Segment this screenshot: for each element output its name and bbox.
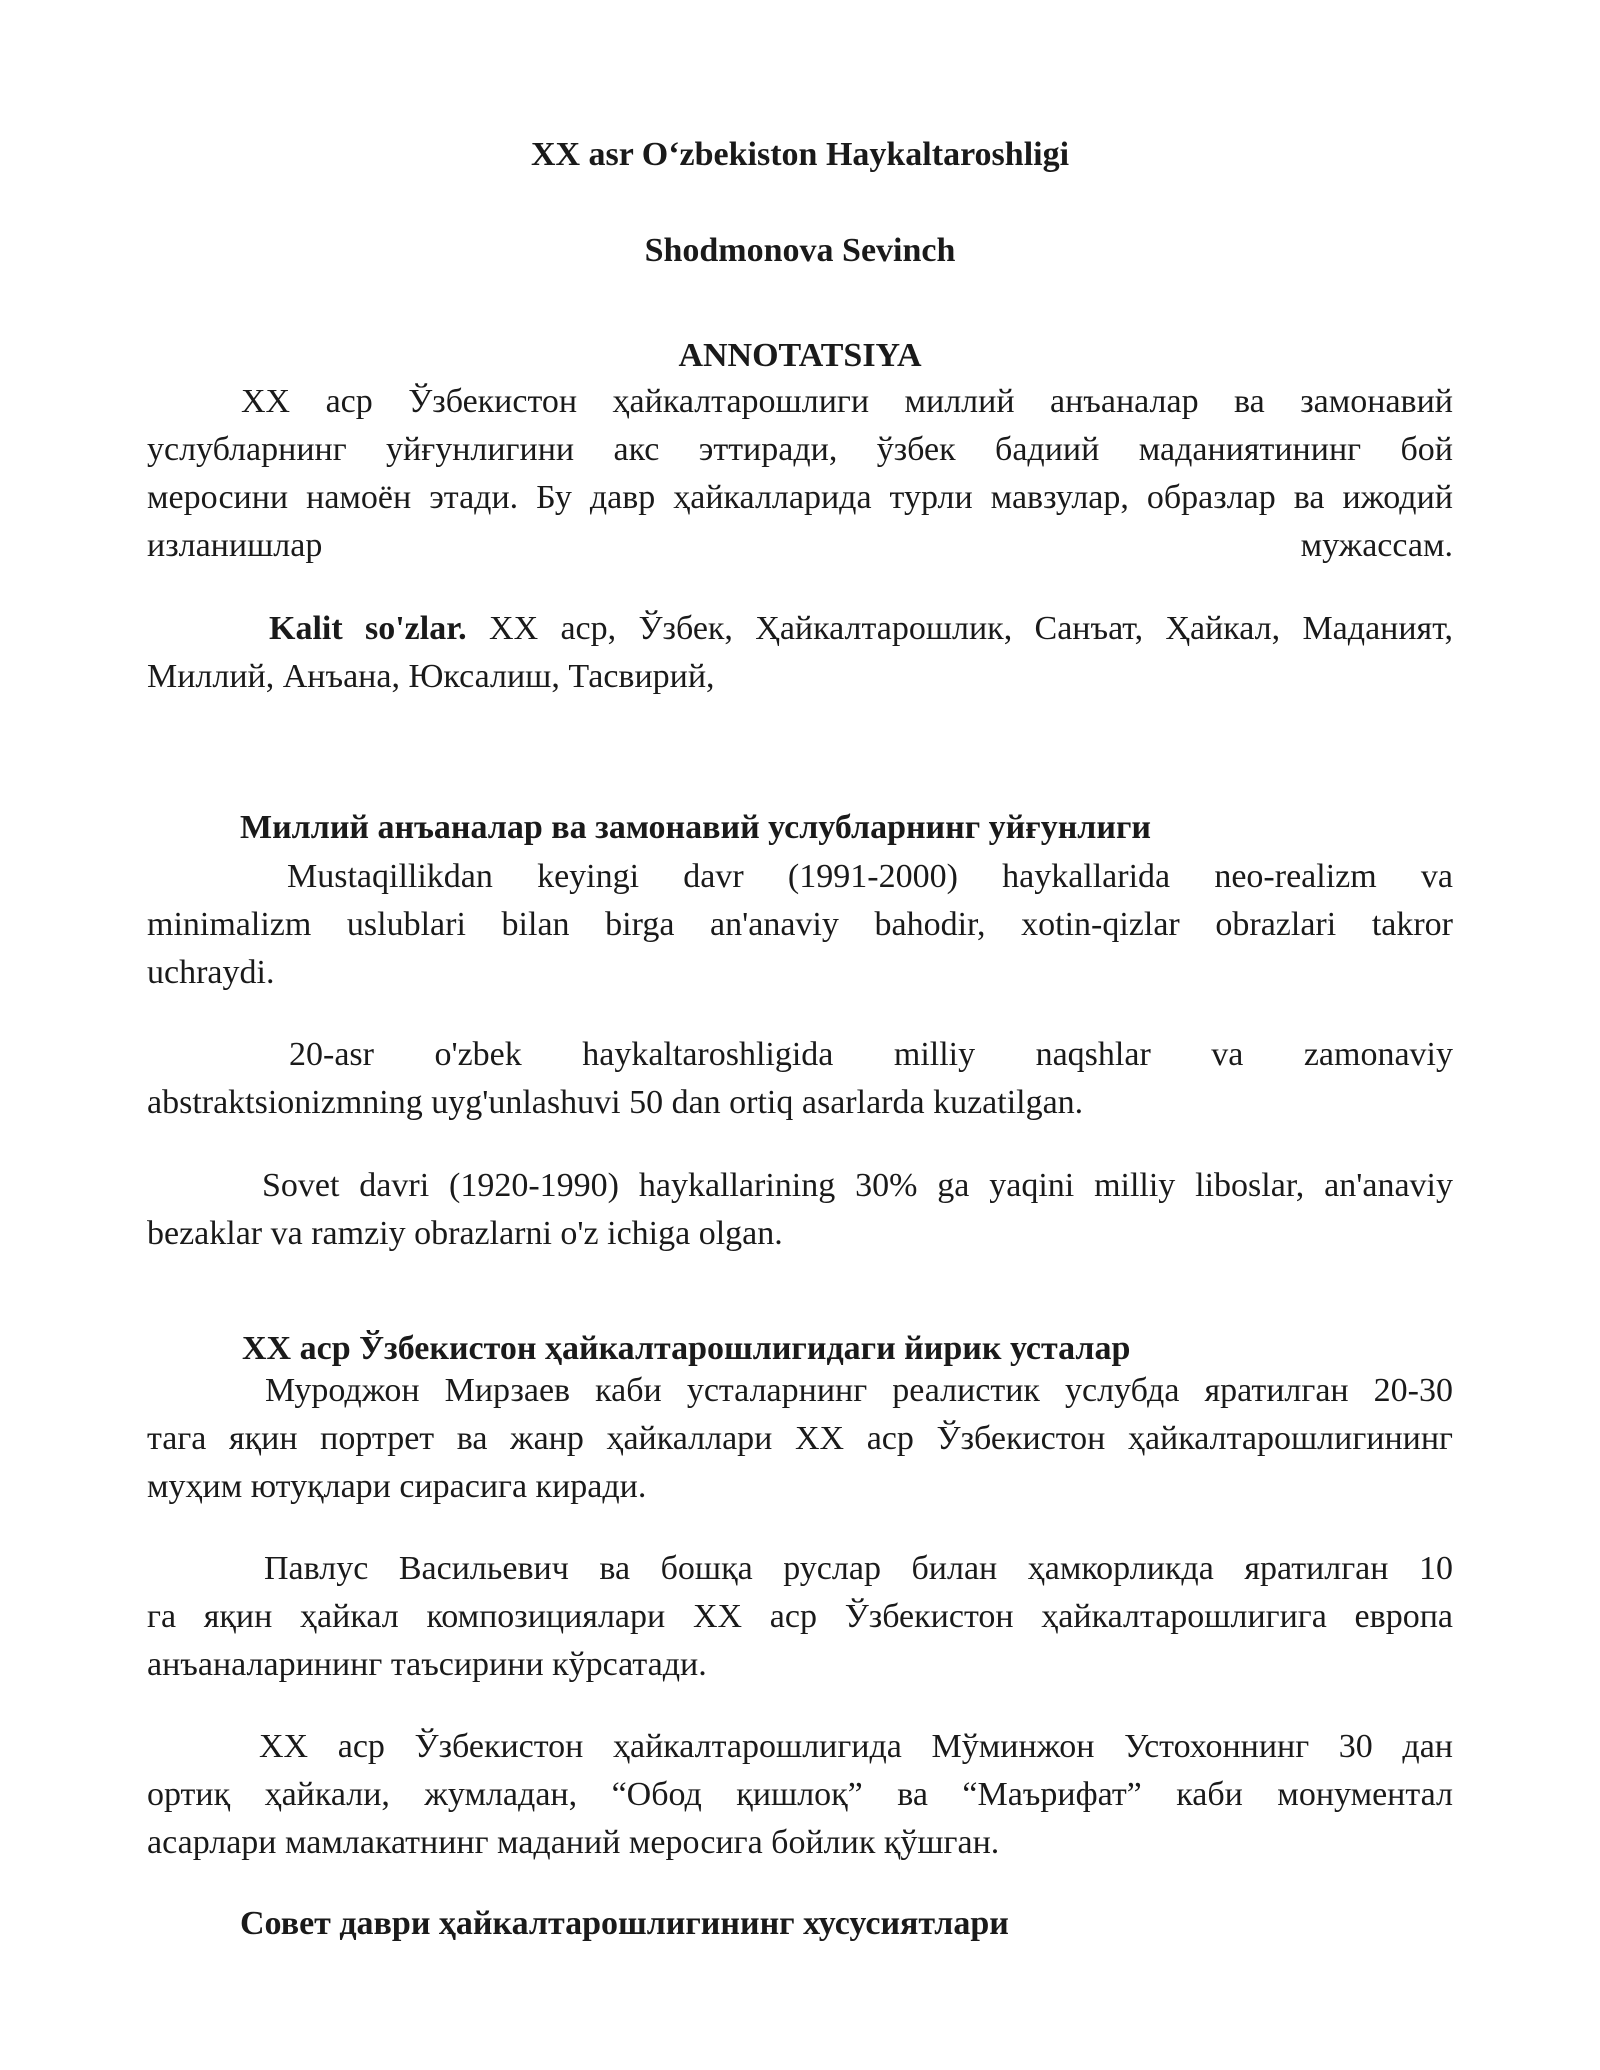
paragraph-line: minimalizm uslublari bilan birga an'anaviy bahodir, xotin-qizlar obrazlari takror <box>147 906 1453 943</box>
keywords-line: Миллий, Анъана, Юксалиш, Тасвирий, <box>147 658 715 695</box>
paragraph-line: XX аср Ўзбекистон ҳайкалтарошлигида Мўминжон Устохоннинг 30 дан <box>259 1728 1453 1765</box>
body-paragraph <box>147 853 1453 997</box>
paragraph-line: ортиқ ҳайкали, жумладан, “Обод қишлоқ” ва “Маърифат” каби монументал <box>147 1776 1453 1813</box>
paragraph-line: Павлус Васильевич ва бошқа руслар билан ҳамкорликда яратилган 10 <box>264 1550 1453 1587</box>
paragraph-line: Mustaqillikdan keyingi davr (1991-2000) haykallarida neo-realizm va <box>287 858 1453 895</box>
body-paragraph <box>147 1545 1453 1689</box>
annotation-line: XX аср Ўзбекистон ҳайкалтарошлиги миллий анъаналар ва замонавий <box>241 383 1453 420</box>
paragraph-line: тага яқин портрет ва жанр ҳайкаллари XX аср Ўзбекистон ҳайкалтарошлигининг <box>147 1420 1453 1457</box>
keywords-text: XX аср, Ўзбек, Ҳайкалтарошлик, Санъат, Ҳайкал, Маданият, <box>466 610 1453 647</box>
annotation-line: изланишлар мужассам. <box>147 527 1453 564</box>
annotation-line: услубларнинг уйғунлигини акс эттиради, ўзбек бадиий маданиятининг бой <box>147 431 1453 468</box>
document-page <box>147 0 1453 2070</box>
paragraph-line: асарлари мамлакатнинг маданий меросига бойлик қўшган. <box>147 1824 1000 1861</box>
body-paragraph <box>147 1162 1453 1258</box>
paragraph-line: Муроджон Мирзаев каби усталарнинг реалистик услубда яратилган 20-30 <box>265 1372 1453 1409</box>
paragraph-line: uchraydi. <box>147 954 275 991</box>
document-title: XX asr O‘zbekiston Haykaltaroshligi <box>530 136 1070 173</box>
keywords-line <box>147 605 1453 653</box>
body-paragraph <box>147 1723 1453 1867</box>
paragraph-line: bezaklar va ramziy obrazlarni o'z ichiga olgan. <box>147 1215 783 1252</box>
annotation-heading: ANNOTATSIYA <box>678 337 922 374</box>
paragraph-line: анъаналарининг таъсирини кўрсатади. <box>147 1646 707 1683</box>
body-paragraph <box>147 1367 1453 1511</box>
paragraph-line: abstraktsionizmning uyg'unlashuvi 50 dan ortiq asarlarda kuzatilgan. <box>147 1084 1084 1121</box>
keywords-paragraph <box>147 605 1453 701</box>
annotation-line: меросини намоён этади. Бу давр ҳайкалларида турли мавзулар, образлар ва ижодий <box>147 479 1453 516</box>
section-heading: Миллий анъаналар ва замонавий услубларнинг уйғунлиги <box>240 809 1151 846</box>
section-heading: Совет даври ҳайкалтарошлигининг хусусиятлари <box>240 1905 1009 1942</box>
paragraph-line: 20-asr o'zbek haykaltaroshligida milliy naqshlar va zamonaviy <box>289 1036 1453 1073</box>
section-heading: XX аср Ўзбекистон ҳайкалтарошлигидаги йирик усталар <box>242 1330 1131 1367</box>
paragraph-line: муҳим ютуқлари сирасига киради. <box>147 1468 647 1505</box>
paragraph-line: Sovet davri (1920-1990) haykallarining 30% ga yaqini milliy liboslar, an'anaviy <box>262 1167 1453 1204</box>
annotation-paragraph <box>147 378 1453 570</box>
author-name: Shodmonova Sevinch <box>644 232 956 269</box>
keywords-label: Kalit so'zlar. <box>269 610 467 647</box>
paragraph-line: га яқин ҳайкал композициялари XX аср Ўзбекистон ҳайкалтарошлигига европа <box>147 1598 1453 1635</box>
body-paragraph <box>147 1031 1453 1127</box>
